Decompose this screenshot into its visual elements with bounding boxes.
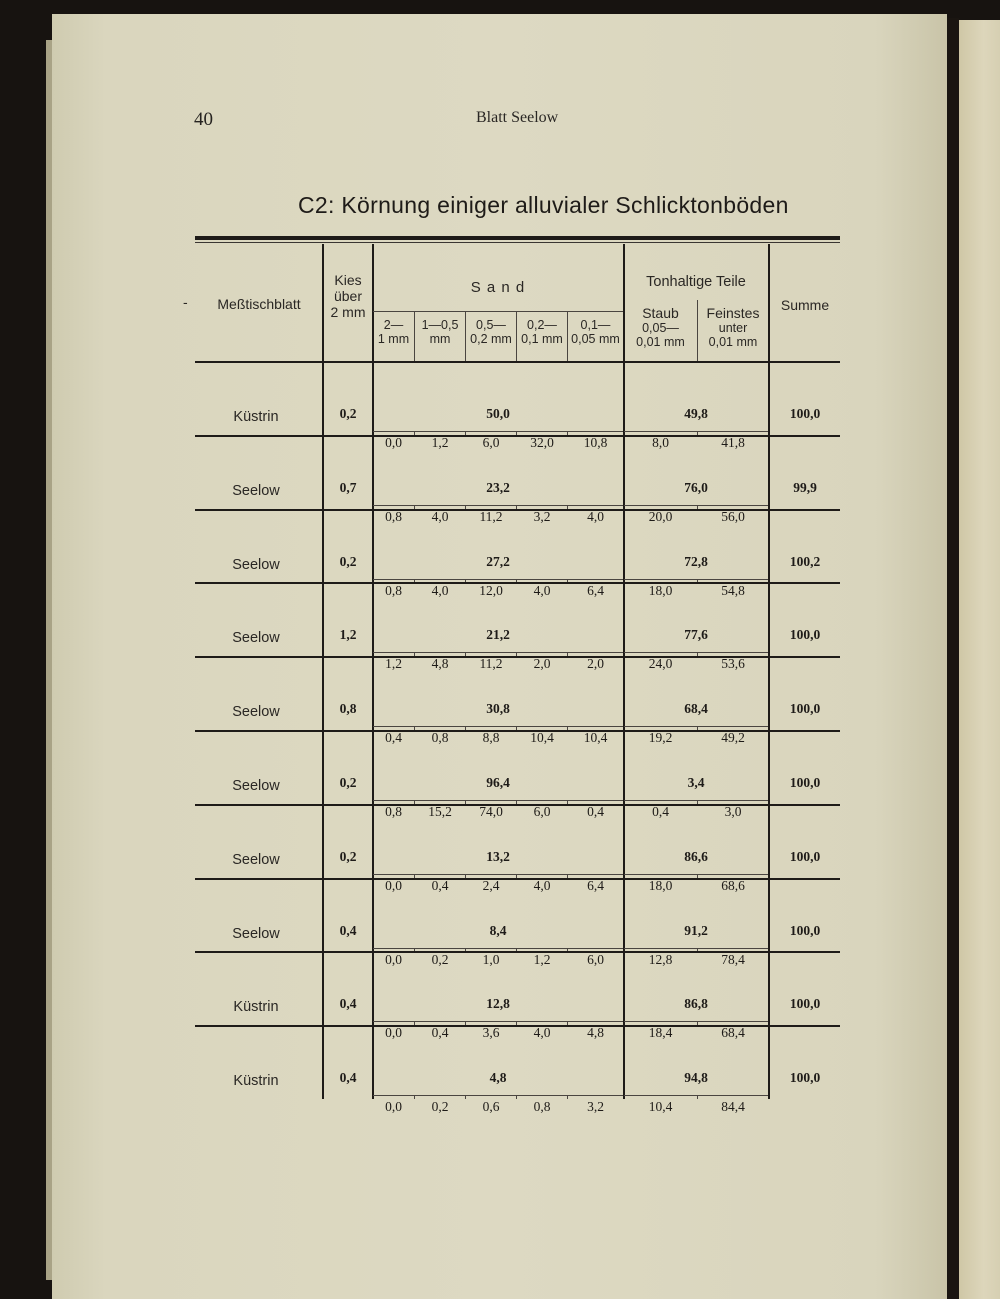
header-fraction-line: 0,2 mm: [470, 332, 512, 346]
header-summe: Summe: [780, 297, 830, 313]
cell-location: Seelow: [232, 925, 280, 942]
subtotal-rule: [373, 726, 623, 727]
header-tonhaltige-teile: Tonhaltige Teile: [646, 274, 746, 290]
cell-sand-fraction: 4,0: [431, 582, 449, 598]
page-gutter: [947, 18, 959, 1299]
cell-sand-fraction: 0,8: [385, 508, 402, 524]
header-fraction-line: 0,1—: [580, 318, 611, 332]
column-divider: [372, 511, 374, 583]
header-kies-line: über: [333, 288, 363, 304]
header-sand-fraction: [373, 318, 414, 346]
column-divider: [372, 732, 374, 804]
header-kies-line: Kies: [334, 272, 362, 288]
cell-summe: 100,0: [789, 701, 821, 717]
cell-feinstes: 53,6: [721, 656, 745, 672]
cell-sand-fraction: 8,8: [482, 730, 500, 746]
subtotal-rule: [624, 431, 768, 432]
cell-staub: 12,8: [648, 951, 673, 967]
cell-sand-fraction: 3,2: [587, 1099, 604, 1115]
subtotal-rule: [624, 505, 768, 506]
cell-summe: 100,0: [789, 996, 821, 1012]
subtotal-rule: [373, 579, 623, 580]
cell-staub: 18,0: [648, 582, 673, 598]
cell-sand-fraction: 10,8: [583, 435, 608, 450]
cell-summe: 100,0: [789, 848, 821, 864]
header-feinstes-line: 0,01 mm: [708, 335, 758, 349]
cell-location: Küstrin: [233, 1073, 279, 1090]
column-divider: [768, 363, 770, 435]
cell-sand-fraction: 4,8: [431, 656, 449, 672]
cell-kies: 1,2: [339, 627, 357, 643]
cell-location: Seelow: [232, 704, 280, 721]
column-divider: [623, 880, 625, 952]
column-divider: [372, 437, 374, 509]
cell-kies: 0,8: [339, 701, 357, 717]
cell-sand-fraction: 11,2: [479, 656, 503, 672]
cell-ton-total: 72,8: [684, 553, 708, 569]
cell-sand-fraction: 4,0: [533, 877, 551, 893]
column-divider: [322, 880, 324, 952]
cell-sand-fraction: 0,0: [385, 1025, 402, 1041]
cell-sand-fraction: 0,4: [385, 730, 402, 746]
cell-feinstes: 78,4: [721, 951, 745, 967]
cell-sand-fraction: 0,2: [431, 1099, 449, 1115]
cell-ton-total: 86,6: [684, 848, 708, 864]
cell-sand-fraction: 0,0: [385, 1099, 402, 1115]
cell-location: Seelow: [232, 482, 280, 499]
cell-sand-fraction: 0,8: [385, 804, 402, 819]
header-feinstes-line: unter: [718, 321, 748, 335]
subtotal-rule: [624, 652, 768, 653]
cell-summe: 100,0: [789, 922, 821, 938]
subtotal-rule: [624, 1021, 768, 1022]
cell-feinstes: 41,8: [721, 435, 745, 450]
cell-sand-fraction: 12,0: [479, 582, 503, 598]
cell-sand-fraction: 3,6: [482, 1025, 500, 1041]
column-divider: [322, 732, 324, 804]
subtotal-rule: [373, 1095, 623, 1096]
cell-sand-total: 50,0: [486, 406, 510, 421]
cell-feinstes: 56,0: [721, 508, 745, 524]
column-divider: [768, 806, 770, 878]
header-staub-line: Staub: [642, 305, 679, 321]
cell-sand-fraction: 0,0: [385, 951, 402, 967]
header-bottom-rule: [195, 361, 840, 363]
cell-summe: 100,0: [789, 406, 821, 421]
header-messtischblatt: Meßtischblatt: [217, 296, 301, 312]
cell-staub: 18,0: [648, 877, 673, 893]
cell-sand-fraction: 6,0: [482, 435, 500, 450]
cell-ton-total: 49,8: [684, 406, 708, 421]
column-divider: [322, 363, 324, 435]
cell-staub: 18,4: [648, 1025, 673, 1041]
header-fraction-line: 1—0,5: [421, 318, 459, 332]
cell-sand-fraction: 1,2: [431, 435, 449, 450]
cell-staub: 8,0: [652, 435, 669, 450]
subtotal-rule: [373, 1021, 623, 1022]
cell-kies: 0,7: [339, 479, 357, 495]
header-staub-line: 0,01 mm: [636, 335, 685, 349]
cell-sand-fraction: 4,0: [587, 508, 604, 524]
cell-sand-fraction: 32,0: [530, 435, 554, 450]
cell-sand-fraction: 15,2: [428, 804, 452, 819]
cell-sand-fraction: 10,4: [583, 730, 608, 746]
facing-page-edge: [959, 20, 1000, 1299]
cell-sand-fraction: 2,0: [533, 656, 551, 672]
cell-location: Seelow: [232, 630, 280, 647]
header-fraction-line: 0,05 mm: [571, 332, 620, 346]
cell-kies: 0,2: [339, 553, 357, 569]
cell-sand-fraction: 0,4: [431, 877, 449, 893]
cell-sand-total: 12,8: [486, 996, 510, 1012]
column-divider: [768, 880, 770, 952]
cell-sand-fraction: 6,4: [587, 582, 604, 598]
cell-kies: 0,2: [339, 406, 357, 421]
cell-kies: 0,4: [339, 996, 357, 1012]
cell-staub: 20,0: [648, 508, 673, 524]
header-staub-line: 0,05—: [642, 321, 679, 335]
column-divider: [372, 363, 374, 435]
column-divider: [322, 658, 324, 730]
header-fraction-line: 1 mm: [377, 332, 410, 346]
column-divider: [322, 953, 324, 1025]
subtotal-rule: [624, 1095, 768, 1096]
column-divider: [372, 880, 374, 952]
cell-ton-total: 76,0: [684, 479, 708, 495]
cell-sand-fraction: 6,0: [533, 804, 551, 819]
column-divider: [768, 658, 770, 730]
column-divider: [322, 1027, 324, 1099]
header-sand-fraction: [568, 318, 623, 346]
subtotal-rule: [373, 800, 623, 801]
header-staub: [624, 305, 697, 349]
cell-sand-fraction: 4,0: [533, 1025, 551, 1041]
cell-location: Küstrin: [233, 999, 279, 1016]
header-fraction-line: 2—: [383, 318, 404, 332]
cell-feinstes: 49,2: [721, 730, 745, 746]
column-divider: [623, 363, 625, 435]
cell-feinstes: 54,8: [721, 582, 745, 598]
column-divider: [322, 511, 324, 583]
cell-feinstes: 84,4: [721, 1099, 745, 1115]
cell-sand-fraction: 0,4: [431, 1025, 449, 1041]
column-divider: [623, 437, 625, 509]
subtotal-rule: [373, 652, 623, 653]
cell-ton-total: 3,4: [687, 775, 705, 790]
margin-mark: -: [183, 294, 188, 310]
cell-sand-total: 30,8: [486, 701, 510, 717]
cell-summe: 100,0: [789, 775, 821, 790]
cell-sand-fraction: 74,0: [479, 804, 503, 819]
cell-feinstes: 3,0: [724, 804, 742, 819]
subtotal-rule: [373, 431, 623, 432]
cell-summe: 99,9: [793, 479, 817, 495]
column-divider: [768, 732, 770, 804]
subtotal-rule: [624, 800, 768, 801]
cell-staub: 24,0: [648, 656, 673, 672]
cell-sand-fraction: 0,8: [431, 730, 449, 746]
header-kies: [323, 272, 373, 320]
column-divider: [372, 658, 374, 730]
cell-ton-total: 94,8: [684, 1070, 708, 1086]
page-number: 40: [194, 109, 213, 130]
title-rule-thick: [195, 236, 840, 240]
cell-sand-fraction: 0,0: [385, 435, 402, 450]
column-divider: [623, 511, 625, 583]
subtotal-rule: [373, 505, 623, 506]
cell-location: Seelow: [232, 851, 280, 868]
cell-sand-fraction: 0,4: [587, 804, 604, 819]
cell-sand-total: 96,4: [486, 775, 510, 790]
header-sand: S a n d: [470, 279, 526, 296]
table-title: C2: Körnung einiger alluvialer Schlicktonböden: [298, 192, 789, 218]
cell-sand-fraction: 1,2: [385, 656, 402, 672]
cell-sand-fraction: 0,8: [385, 582, 402, 598]
cell-summe: 100,0: [789, 1070, 821, 1086]
column-divider: [372, 953, 374, 1025]
cell-sand-total: 13,2: [486, 848, 510, 864]
cell-sand-fraction: 11,2: [479, 508, 503, 524]
header-fraction-line: 0,1 mm: [521, 332, 563, 346]
cell-sand-fraction: 1,2: [533, 951, 551, 967]
column-divider: [322, 437, 324, 509]
cell-ton-total: 86,8: [684, 996, 708, 1012]
subtotal-rule: [624, 948, 768, 949]
cell-sand-total: 27,2: [486, 553, 510, 569]
column-divider: [372, 1027, 374, 1099]
column-divider: [372, 584, 374, 656]
cell-kies: 0,4: [339, 922, 357, 938]
cell-sand-fraction: 10,4: [530, 730, 554, 746]
header-feinstes-line: Feinstes: [706, 305, 760, 321]
column-divider: [768, 1027, 770, 1099]
cell-kies: 0,4: [339, 1070, 357, 1086]
header-fraction-line: 0,2—: [527, 318, 557, 332]
column-divider: [322, 806, 324, 878]
cell-sand-fraction: 6,0: [587, 951, 604, 967]
cell-sand-total: 23,2: [486, 479, 510, 495]
cell-location: Küstrin: [233, 409, 279, 425]
header-sand-fraction: [466, 318, 516, 346]
subtotal-rule: [624, 579, 768, 580]
cell-staub: 19,2: [648, 730, 673, 746]
column-divider: [623, 806, 625, 878]
cell-sand-total: 4,8: [489, 1070, 507, 1086]
cell-sand-fraction: 6,4: [587, 877, 604, 893]
subtotal-rule: [373, 874, 623, 875]
cell-sand-fraction: 0,0: [385, 877, 402, 893]
cell-feinstes: 68,4: [721, 1025, 745, 1041]
cell-kies: 0,2: [339, 775, 357, 790]
column-divider: [768, 437, 770, 509]
cell-ton-total: 68,4: [684, 701, 708, 717]
header-feinstes: [698, 305, 768, 349]
cell-sand-fraction: 4,0: [533, 582, 551, 598]
cell-sand-fraction: 4,8: [587, 1025, 604, 1041]
cell-summe: 100,0: [789, 627, 821, 643]
cell-location: Seelow: [232, 778, 280, 794]
sand-subheader-rule: [373, 311, 623, 312]
cell-feinstes: 68,6: [721, 877, 745, 893]
column-divider: [768, 953, 770, 1025]
column-divider: [768, 511, 770, 583]
cell-staub: 10,4: [648, 1099, 673, 1115]
cell-sand-fraction: 0,2: [431, 951, 449, 967]
subtotal-rule: [373, 948, 623, 949]
cell-summe: 100,2: [789, 553, 821, 569]
cell-sand-fraction: 2,0: [587, 656, 604, 672]
header-sand-fraction: [517, 318, 567, 346]
column-divider: [623, 584, 625, 656]
subtotal-rule: [624, 874, 768, 875]
cell-sand-fraction: 1,0: [482, 951, 500, 967]
cell-sand-fraction: 4,0: [431, 508, 449, 524]
header-sand-fraction: [415, 318, 465, 346]
column-divider: [768, 584, 770, 656]
cell-sand-fraction: 2,4: [482, 877, 500, 893]
header-fraction-line: 0,5—: [476, 318, 506, 332]
cell-sand-total: 8,4: [489, 922, 507, 938]
column-divider: [322, 584, 324, 656]
cell-sand-fraction: 3,2: [533, 508, 551, 524]
cell-sand-fraction: 0,8: [533, 1099, 551, 1115]
column-divider: [623, 1027, 625, 1099]
cell-sand-fraction: 0,6: [482, 1099, 500, 1115]
column-divider: [372, 806, 374, 878]
cell-staub: 0,4: [652, 804, 669, 819]
subtotal-rule: [624, 726, 768, 727]
cell-ton-total: 77,6: [684, 627, 708, 643]
title-rule-thin: [195, 242, 840, 243]
running-head: Blatt Seelow: [476, 109, 559, 126]
cell-sand-total: 21,2: [486, 627, 510, 643]
cell-location: Seelow: [232, 556, 280, 573]
column-divider: [623, 953, 625, 1025]
cell-ton-total: 91,2: [684, 922, 708, 938]
cell-kies: 0,2: [339, 848, 357, 864]
header-kies-line: 2 mm: [330, 304, 366, 320]
column-divider: [623, 658, 625, 730]
header-fraction-line: mm: [429, 332, 451, 346]
column-divider: [623, 732, 625, 804]
